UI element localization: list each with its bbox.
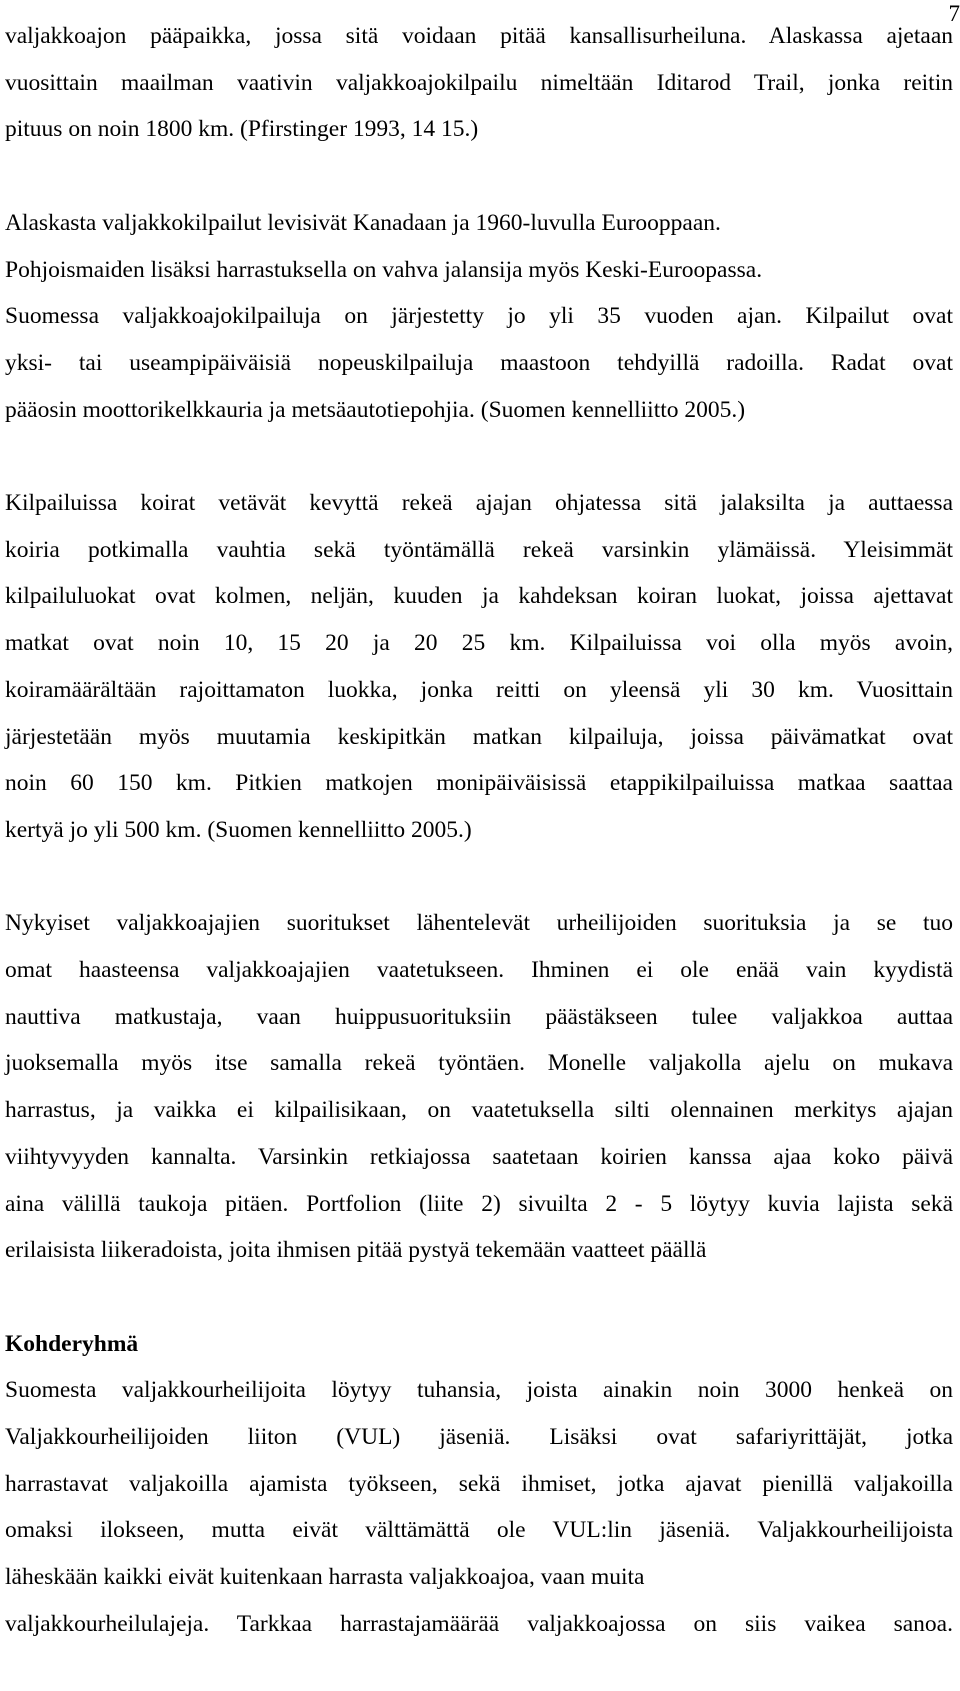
text-line: järjestetään myös muutamia keskipitkän matkan kilpailuja, joissa päivämatkat ovat: [5, 723, 953, 750]
text-line: Kilpailuissa koirat vetävät kevyttä rekeä ajajan ohjatessa sitä jalaksilta ja auttaessa: [5, 490, 953, 516]
document-body: [5, 13, 953, 1648]
text-line: Suomessa valjakkoajokilpailuja on järjestetty jo yli 35 vuoden ajan. Kilpailut ovat: [5, 303, 953, 330]
text-line: kertyä jo yli 500 km. (Suomen kennelliitto 2005.): [5, 816, 472, 843]
section-paragraph: [5, 1367, 953, 1647]
text-line: koiramäärältään rajoittamaton luokka, jonka reitti on yleensä yli 30 km. Vuosittain: [5, 676, 953, 703]
text-line: matkat ovat noin 10, 15 20 ja 20 25 km. Kilpailuissa voi olla myös avoin,: [5, 630, 953, 657]
text-line: omaksi ilokseen, mutta eivät välttämättä ole VUL:lin jäseniä. Valjakkourheilijoista: [5, 1517, 953, 1544]
text-line: vuosittain maailman vaativin valjakkoajokilpailu nimeltään Iditarod Trail, jonka reitin: [5, 69, 953, 96]
paragraph: [5, 480, 953, 854]
paragraph: [5, 13, 953, 153]
text-line: läheskään kaikki eivät kuitenkaan harrasta valjakkoajoa, vaan muita: [5, 1564, 645, 1591]
text-line: Pohjoismaiden lisäksi harrastuksella on vahva jalansija myös Keski-Euroopassa.: [5, 256, 763, 283]
text-line: pituus on noin 1800 km. (Pfirstinger 1993, 14 15.): [5, 116, 479, 143]
text-line: erilaisista liikeradoista, joita ihmisen pitää pystyä tekemään vaatteet päällä: [5, 1237, 707, 1264]
text-line: valjakkoajon pääpaikka, jossa sitä voidaan pitää kansallisurheiluna. Alaskassa ajetaan: [5, 23, 953, 49]
text-line: juoksemalla myös itse samalla rekeä työntäen. Monelle valjakolla ajelu on mukava: [5, 1050, 953, 1077]
text-line: Nykyiset valjakkoajajien suoritukset lähentelevät urheilijoiden suorituksia ja se tuo: [5, 910, 953, 937]
paragraph: [5, 900, 953, 1274]
paragraph-gap: [5, 153, 953, 200]
text-line: koiria potkimalla vauhtia sekä työntämällä rekeä varsinkin ylämäissä. Yleisimmät: [5, 536, 953, 563]
text-line: noin 60 150 km. Pitkien matkojen monipäiväisissä etappikilpailuissa matkaa saattaa: [5, 770, 953, 797]
section-kohderyhma: [5, 1321, 953, 1648]
paragraph: [5, 200, 953, 434]
text-line: pääosin moottorikelkkauria ja metsäautotiepohjia. (Suomen kennelliitto 2005.): [5, 396, 746, 423]
section-heading: Kohderyhmä: [5, 1330, 139, 1357]
page-number: 7: [948, 1, 960, 26]
text-line: viihtyvyyden kannalta. Varsinkin retkiajossa saatetaan koirien kanssa ajaa koko päivä: [5, 1143, 953, 1170]
text-line: nauttiva matkustaja, vaan huippusuorituksiin päästäkseen tulee valjakkoa auttaa: [5, 1003, 953, 1030]
text-line: harrastus, ja vaikka ei kilpailisikaan, on vaatetuksella silti olennainen merkitys ajajan: [5, 1097, 953, 1124]
text-line: kilpailuluokat ovat kolmen, neljän, kuuden ja kahdeksan koiran luokat, joissa ajettavat: [5, 583, 953, 610]
paragraph-gap: [5, 433, 953, 480]
paragraph-gap: [5, 1274, 953, 1321]
text-line: Valjakkourheilijoiden liiton (VUL) jäseniä. Lisäksi ovat safariyrittäjät, jotka: [5, 1424, 953, 1451]
text-line: omat haasteensa valjakkoajajien vaatetukseen. Ihminen ei ole enää vain kyydistä: [5, 957, 953, 984]
text-line: Suomesta valjakkourheilijoita löytyy tuhansia, joista ainakin noin 3000 henkeä on: [5, 1377, 953, 1404]
text-line: harrastavat valjakoilla ajamista työkseen, sekä ihmiset, jotka ajavat pienillä valjakoilla: [5, 1470, 953, 1497]
text-line: Alaskasta valjakkokilpailut levisivät Kanadaan ja 1960-luvulla Eurooppaan.: [5, 209, 721, 236]
paragraphs-container: [5, 13, 953, 1274]
text-line: yksi- tai useampipäiväisiä nopeuskilpailuja maastoon tehdyillä radoilla. Radat ovat: [5, 349, 953, 376]
text-line: aina välillä taukoja pitäen. Portfolion (liite 2) sivuilta 2 - 5 löytyy kuvia lajista sekä: [5, 1190, 953, 1217]
text-line: valjakkourheilulajeja. Tarkkaa harrastajamäärää valjakkoajossa on siis vaikea sanoa.: [5, 1610, 953, 1637]
paragraph-gap: [5, 854, 953, 901]
